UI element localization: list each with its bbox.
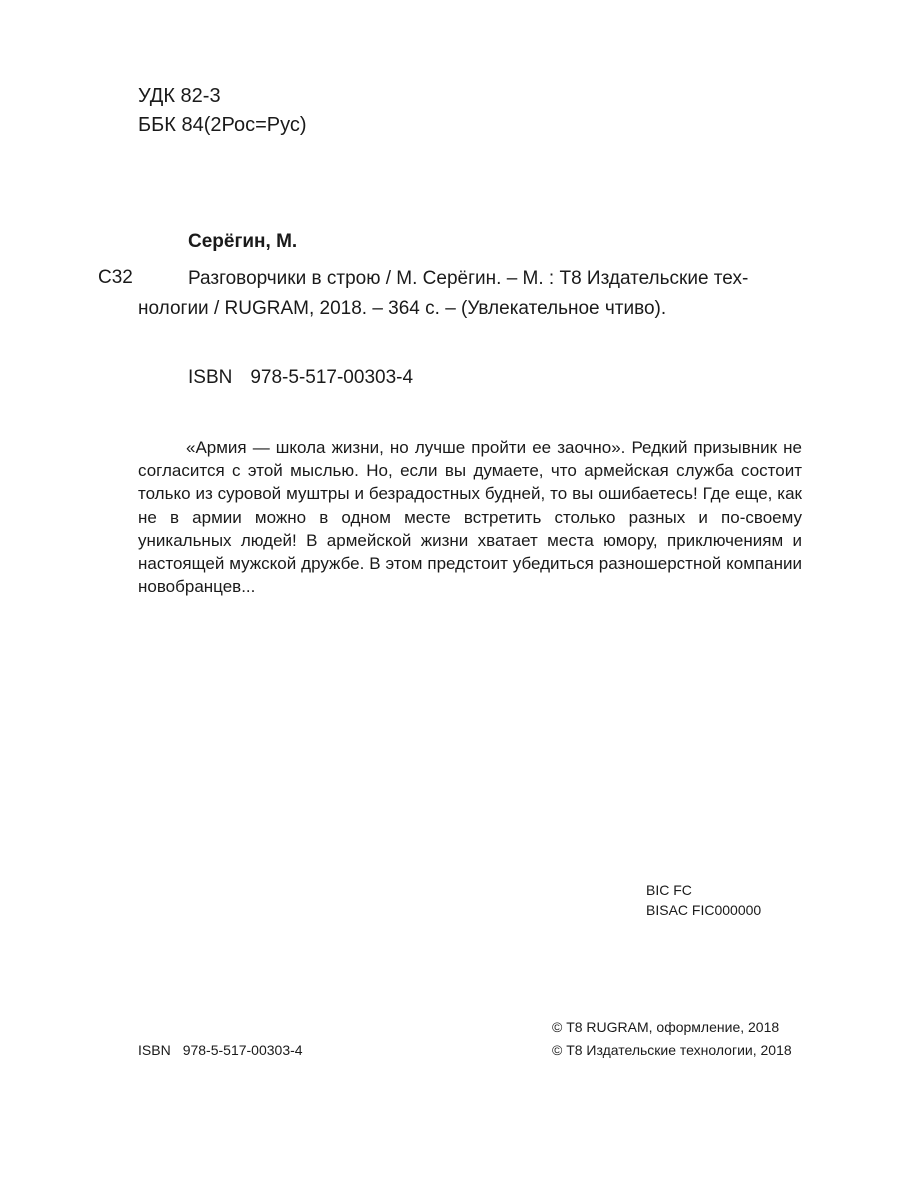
- footer-isbn-number: 978-5-517-00303-4: [182, 1042, 303, 1058]
- annotation: [138, 436, 802, 598]
- bibliographic-description-line-1: Разговорчики в строю / М. Серёгин. – М. : Т8 Издательские тех-: [188, 268, 749, 289]
- author-mark: С32: [98, 267, 133, 288]
- bibliographic-description-line-2: нологии / RUGRAM, 2018. – 364 с. – (Увлекательное чтиво).: [138, 298, 667, 319]
- isbn-label: ISBN: [188, 367, 233, 388]
- annotation-text: «Армия — школа жизни, но лучше пройти ее заочно». Редкий призывник не согласится с этой мыслью. Но, если вы думаете, что армейская служба состоит только из суровой муштры и безрадостных будней, то вы ошибаетесь! Где еще, как не в армии можно в одном месте встретить столько разных и по-своему уникальных людей! В армейской жизни хватает места юмору, приключениям и настоящей мужской дружбе. В этом предстоит убедиться разношерстной компании новобранцев...: [138, 438, 802, 597]
- udk-code: УДК 82-3: [138, 85, 221, 107]
- author-heading: Серёгин, М.: [188, 231, 298, 252]
- isbn-record: [188, 367, 413, 389]
- bisac-code: BISAC FIC000000: [646, 902, 762, 918]
- copyright-publisher: © Т8 Издательские технологии, 2018: [552, 1042, 792, 1058]
- bic-code: BIC FC: [646, 882, 692, 898]
- footer-isbn: [138, 1040, 303, 1060]
- copyright-design: © Т8 RUGRAM, оформление, 2018: [552, 1019, 780, 1035]
- isbn-number: 978-5-517-00303-4: [250, 367, 414, 388]
- bbk-code: ББК 84(2Рос=Рус): [138, 114, 307, 136]
- footer-isbn-label: ISBN: [138, 1042, 171, 1058]
